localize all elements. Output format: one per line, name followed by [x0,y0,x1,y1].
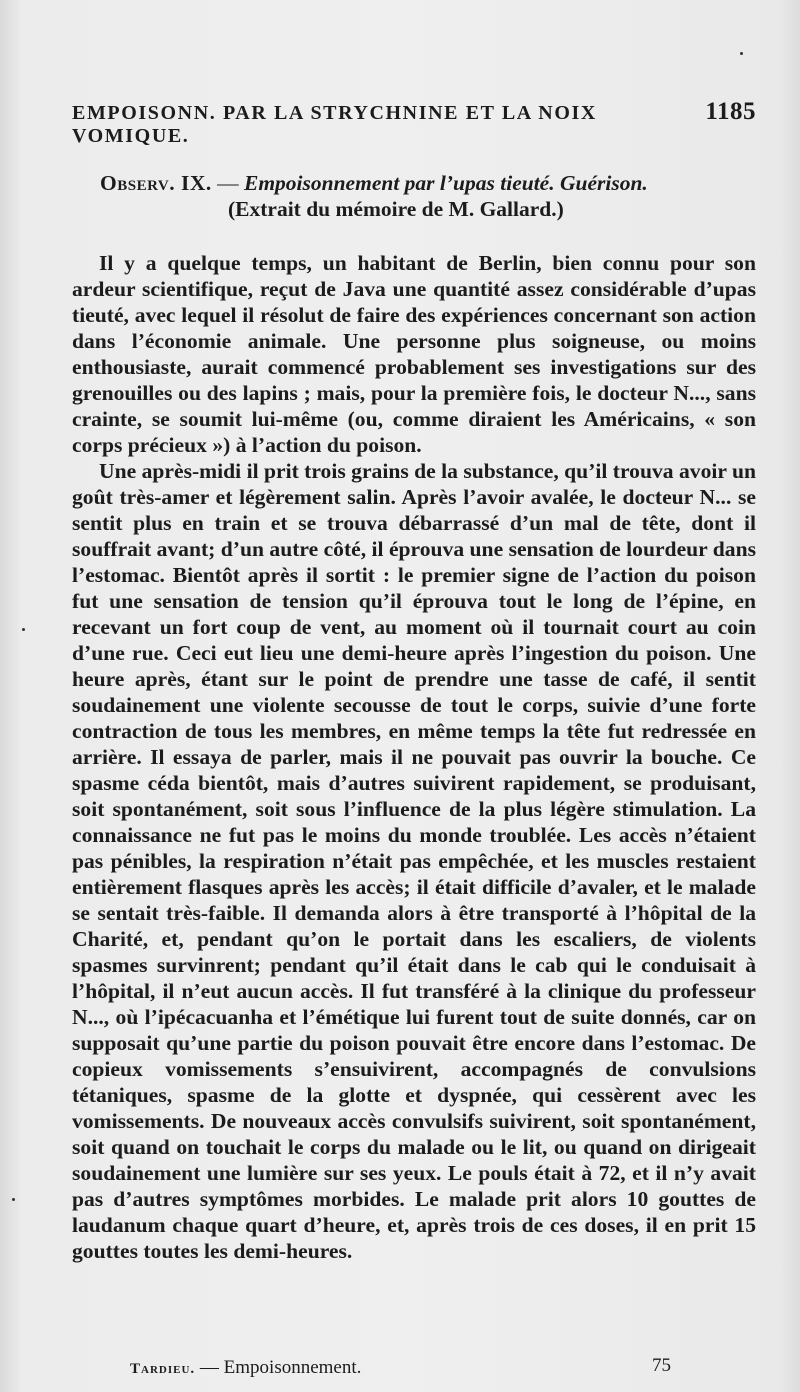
print-speck [22,628,25,631]
page-number: 1185 [705,98,756,125]
print-speck [740,52,743,55]
body-text [72,250,756,1264]
observation-title: Empoisonnement par l’upas tieuté. Guérison. [243,171,648,195]
paragraph-2: Une après-midi il prit trois grains de la substance, qu’il trouva avoir un goût très-amer et légèrement salin. Après l’avoir avalée, le docteur N... se sentit plus en train et se trouva débarrassé d’un mal de tête, dont il souffrait avant; d’un autre côté, il éprouva une sensation de lourdeur dans l’estomac. Bientôt après il sortit : le premier signe de l’action du poison fut une sensation de tension qu’il éprouva tout le long de l’épine, en recevant un fort coup de vent, au moment où il tournait court au coin d’une rue. Ceci eut lieu une demi-heure après l’ingestion du poison. Une heure après, étant sur le point de prendre une tasse de café, il sentit soudainement une violente secousse de tout le corps, suivie d’une forte contraction de tous les membres, en même temps la tête fut redressée en arrière. Il essaya de parler, mais il ne pouvait pas ouvrir la bouche. Ce spasme céda bientôt, mais d’autres suivirent rapidement, se produisant, soit spontanément, soit sous l’influence de la plus légère stimulation. La connaissance ne fut pas le moins du monde troublée. Les accès n’étaient pas pénibles, la respiration n’était pas empêchée, et les muscles restaient entièrement flasques après les accès; il était difficile d’avaler, et le malade se sentait très-faible. Il demanda alors à être transporté à l’hôpital de la Charité, et, pendant qu’on le portait dans les escaliers, de violents spasmes survinrent; pendant qu’il était dans le cab qui le conduisait à l’hôpital, il n’eut aucun accès. Il fut transféré à la clinique du professeur N..., où l’ipécacuanha et l’émétique lui furent tout de suite donnés, car on supposait qu’une partie du poison pouvait être encore dans l’estomac. De copieux vomissements s’ensuivirent, accompagnés de convulsions tétaniques, spasme de la glotte et dyspnée, qui cessèrent avec les vomissements. De nouveaux accès convulsifs suivirent, soit spontanément, soit quand on touchait le corps du malade ou le lit, ou quand on dirigeait soudainement une lumière sur ses yeux. Le pouls était à 72, et il n’y avait pas d’autres symptômes morbides. Le malade prit alors 10 gouttes de laudanum chaque quart d’heure, et, après trois de ces doses, il en prit 15 gouttes toutes les demi-heures. [72,459,756,1263]
signature-mark: 75 [652,1355,671,1376]
observation-dash: — [211,171,244,195]
print-speck [12,1198,15,1201]
footer-credit [130,1357,361,1379]
footer-author: Tardieu. [130,1361,196,1377]
observation-heading [100,170,760,196]
paragraph-1: Il y a quelque temps, un habitant de Berlin, bien connu pour son ardeur scientifique, reçut de Java une quantité assez considérable d’upas tieuté, avec lequel il résolut de faire des expériences concernant son action dans l’économie animale. Une personne plus soigneuse, ou moins enthousiaste, aurait commencé probablement ses investigations sur des grenouilles ou des lapins ; mais, pour la première fois, le docteur N..., sans crainte, se soumit lui-même (ou, comme diraient les Américains, « son corps précieux ») à l’action du poison. [72,251,756,457]
observation-label: Observ. IX. [100,171,212,195]
observation-source: (Extrait du mémoire de M. Gallard.) [228,197,564,221]
running-head [72,98,756,147]
footer-book: — Empoisonnement. [195,1357,362,1378]
running-title: EMPOISONN. PAR LA STRYCHNINE ET LA NOIX VOMIQUE. [72,102,597,147]
